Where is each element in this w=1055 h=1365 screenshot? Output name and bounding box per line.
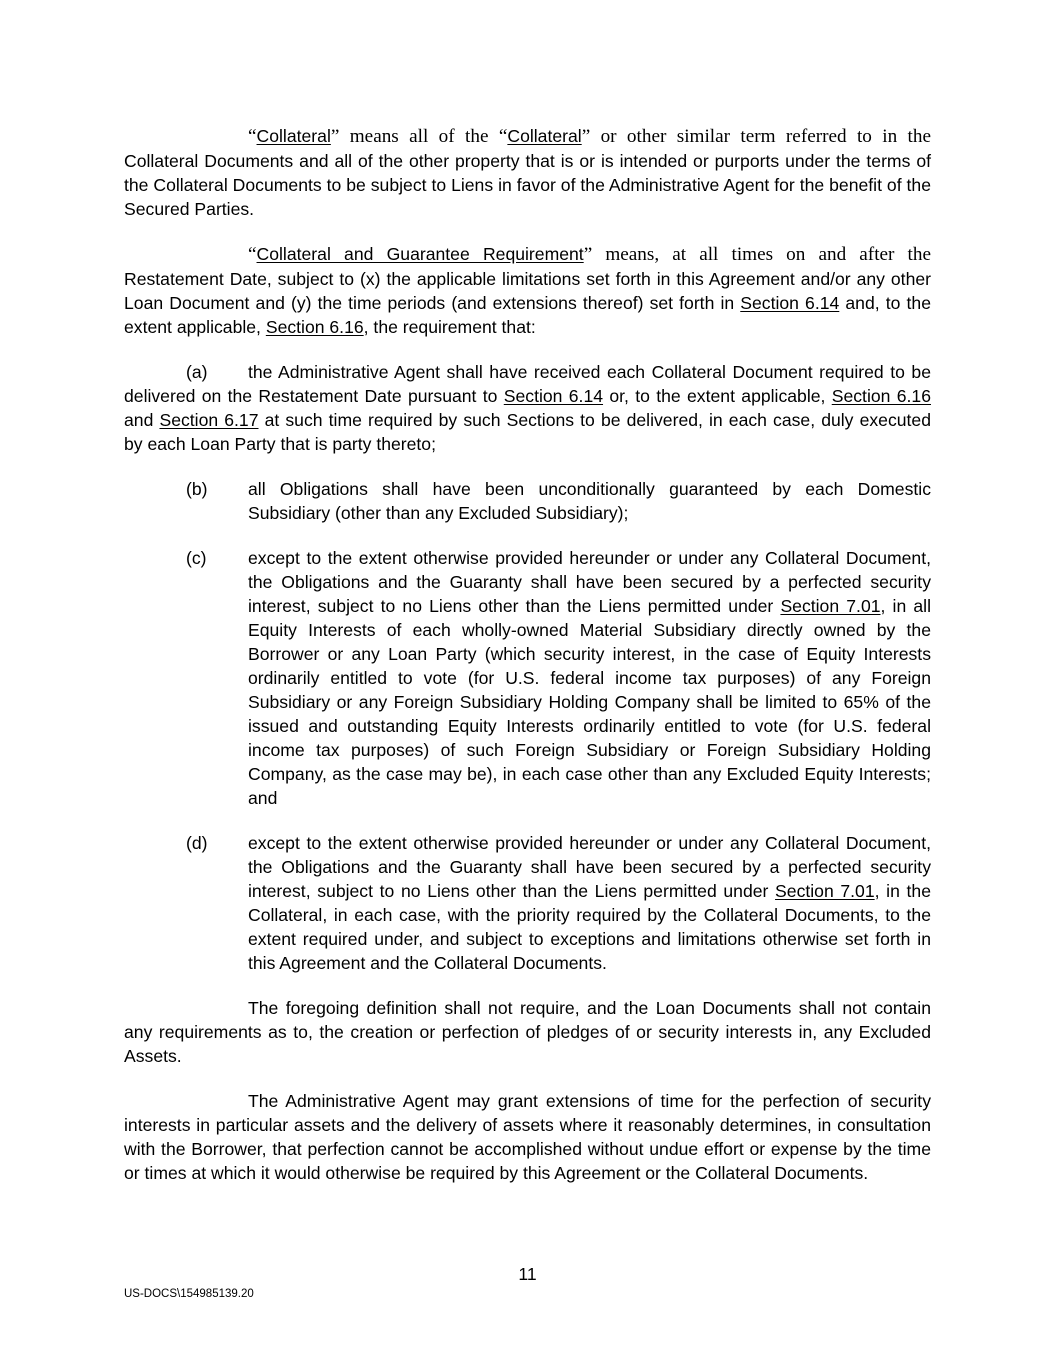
open-quote: “ [248, 244, 257, 265]
definition-collateral-guarantee-requirement [124, 242, 931, 339]
paragraph-text: The foregoing definition shall not require, and the Loan Documents shall not contain any requirements as to, the creation or perfection of pledges of or security interests in, any Excluded Assets. [124, 998, 931, 1066]
section-reference: Section 7.01 [780, 596, 881, 616]
clause-text: and [124, 410, 160, 430]
section-reference: Section 6.16 [831, 386, 931, 406]
section-reference: Section 6.16 [265, 317, 364, 337]
definition-text: ” means, at all times on and after the [583, 244, 931, 265]
definition-collateral [124, 124, 931, 221]
definition-text: Restatement Date, subject to (x) the applicable limitations set forth in this Agreement and/or any other Loan Document and (y) the time periods (and extensions thereof) set forth in [124, 269, 931, 313]
section-reference: Section 6.17 [159, 410, 259, 430]
clause-text: all Obligations shall have been unconditionally guaranteed by each Domestic Subsidiary (other than any Excluded Subsidiary); [248, 479, 931, 523]
clause-text: except to the extent otherwise provided hereunder or under any Collateral Document, the Obligations and the Guaranty shall have been secured by a perfected security interest, subject to no Liens other than the Liens permitted under [248, 548, 931, 616]
page-number: 11 [518, 1264, 537, 1284]
clause-text: except to the extent otherwise provided hereunder or under any Collateral Document, the Obligations and the Guaranty shall have been secured by a perfected security interest, subject to no Liens other than the Liens permitted under [248, 833, 931, 901]
defined-term-collateral-guarantee: Collateral and Guarantee Requirement [256, 244, 584, 264]
clause-b [124, 477, 931, 525]
open-quote: “ [248, 126, 257, 147]
clause-c [124, 546, 931, 810]
definition-text: , the requirement that: [363, 317, 536, 337]
definition-text: ” or other similar term referred to in the [581, 126, 932, 147]
defined-term-collateral: Collateral [256, 126, 331, 146]
defined-term-reference: Collateral [507, 126, 582, 146]
definition-text: and, to the extent applicable, [124, 293, 931, 337]
foregoing-paragraph [124, 996, 931, 1068]
clause-d [124, 831, 931, 975]
clause-text: at such time required by such Sections to be delivered, in each case, duly executed by each Loan Party that is party thereto; [124, 410, 931, 454]
clause-text: , in all Equity Interests of each wholly-owned Material Subsidiary directly owned by the Borrower or any Loan Party (which security interest, in the case of Equity Interests ordinarily entitled to vote (for U.S. federal income tax purposes) of any Foreign Subsidiary or any Foreign Subsidiary Holding Company shall be limited to 65% of the issued and outstanding Equity Interests ordinarily entitled to vote (for U.S. federal income tax purposes) of such Foreign Subsidiary or Foreign Subsidiary Holding Company, as the case may be), in each case other than any Excluded Equity Interests; and [248, 596, 931, 808]
clause-marker: (d) [186, 833, 208, 853]
clause-text: or, to the extent applicable, [603, 386, 832, 406]
section-reference: Section 6.14 [503, 386, 604, 406]
extensions-paragraph [124, 1089, 931, 1185]
document-id: US-DOCS\154985139.20 [124, 1288, 254, 1300]
clause-text: the Administrative Agent shall have received each Collateral Document required to be delivered on the Restatement Date pursuant to [124, 362, 931, 406]
section-reference: Section 7.01 [775, 881, 875, 901]
close-quote: ” [330, 126, 340, 147]
definition-text: Collateral Documents and all of the other property that is or is intended or purports under the terms of the Collateral Documents to be subject to Liens in favor of the Administrative Agent for the benefit of the Secured Parties. [124, 151, 931, 219]
clause-marker: (a) [186, 362, 208, 382]
section-reference: Section 6.14 [740, 293, 840, 313]
clause-a [124, 360, 931, 456]
paragraph-text: The Administrative Agent may grant extensions of time for the perfection of security interests in particular assets and the delivery of assets where it reasonably determines, in consultation with the Borrower, that perfection cannot be accomplished without undue effort or expense by the time or times at which it would otherwise be required by this Agreement or the Collateral Documents. [124, 1091, 931, 1183]
definition-text: means all of the “ [339, 126, 508, 147]
clause-marker: (c) [186, 548, 207, 568]
clause-text: , in the Collateral, in each case, with the priority required by the Collateral Documents, to the extent required under, and subject to exceptions and limitations otherwise set forth in this Agreement and the Collateral Documents. [248, 881, 931, 973]
document-body [124, 124, 931, 1206]
clause-marker: (b) [186, 479, 208, 499]
